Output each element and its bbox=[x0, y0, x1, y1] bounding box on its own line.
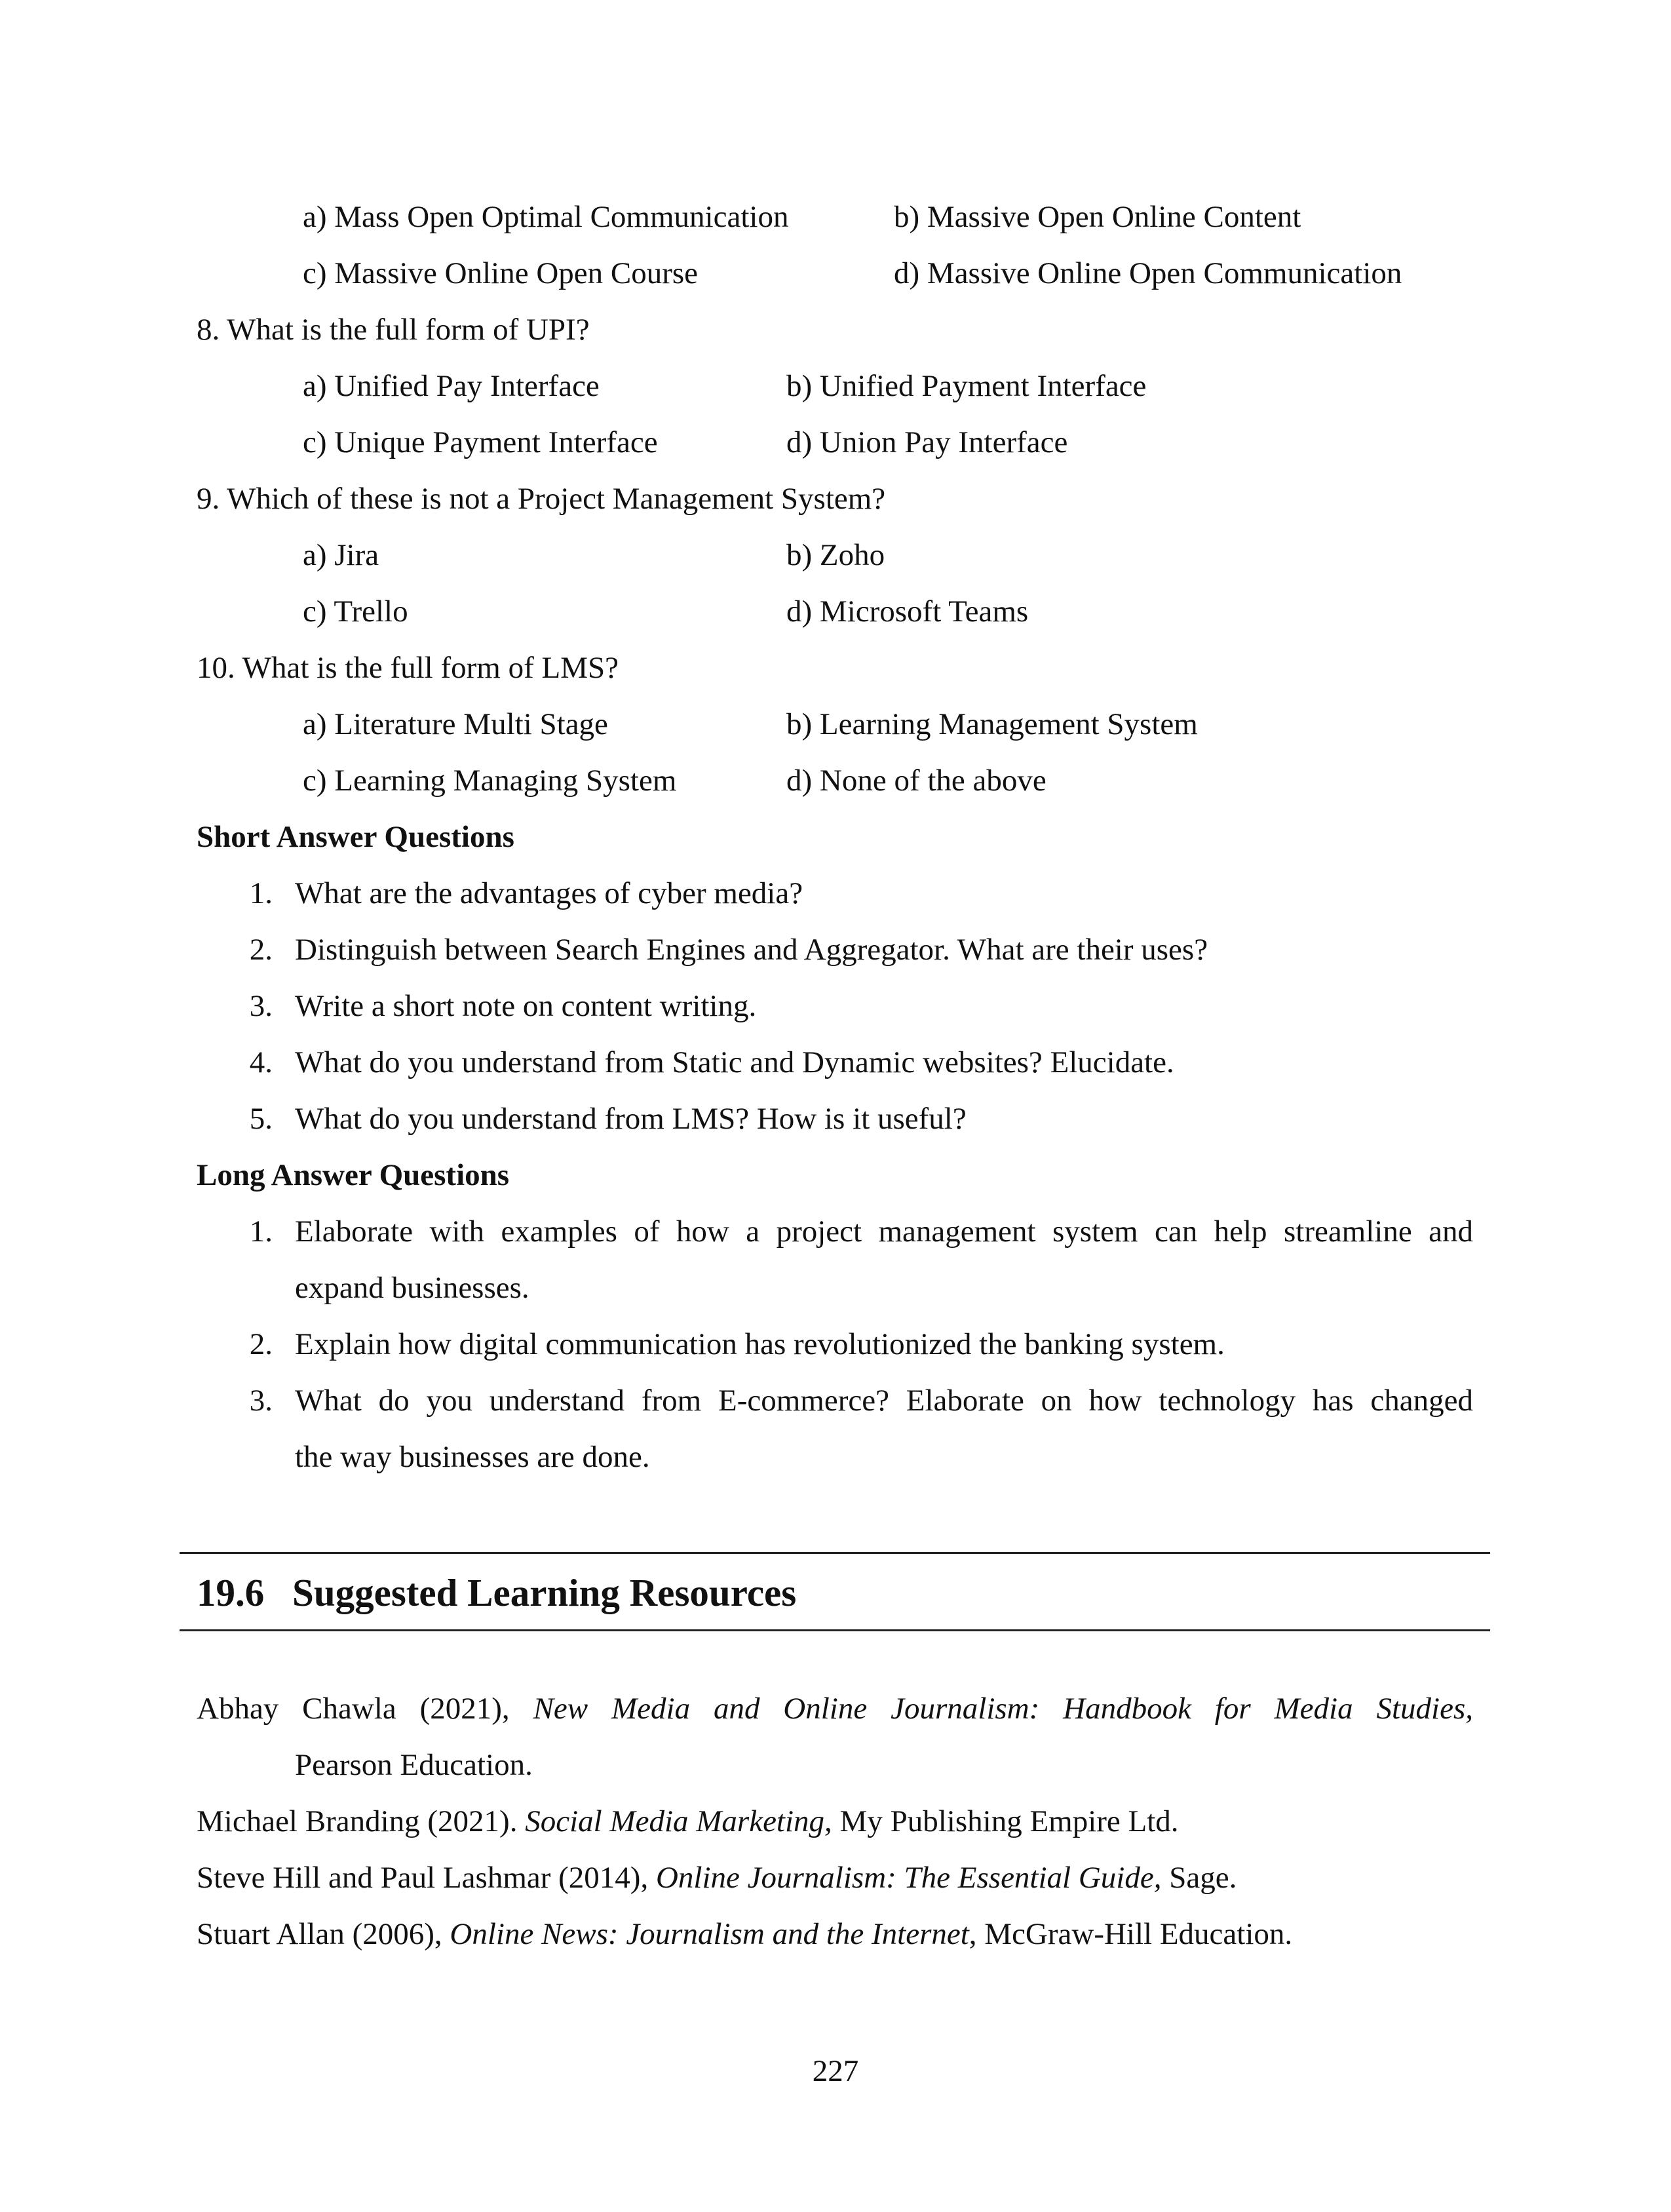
reference-entry bbox=[197, 1859, 1237, 1896]
list-item-number: 1. bbox=[249, 876, 273, 910]
q7-option-c: c) Massive Online Open Course bbox=[303, 256, 699, 290]
q7-option-d: d) Massive Online Open Communication bbox=[894, 256, 1402, 290]
list-item: Elaborate with examples of how a project management system can help streamline and bbox=[295, 1214, 1473, 1249]
list-item: Write a short note on content writing. bbox=[295, 989, 757, 1023]
list-item-number: 3. bbox=[249, 1384, 273, 1418]
reference-author: Stuart Allan (2006), bbox=[197, 1917, 442, 1951]
q8-option-a: a) Unified Pay Interface bbox=[303, 369, 600, 403]
list-item-continuation: expand businesses. bbox=[295, 1271, 529, 1305]
reference-author: Abhay Chawla (2021), bbox=[197, 1692, 510, 1726]
short-answer-heading: Short Answer Questions bbox=[197, 820, 514, 854]
list-item-number: 1. bbox=[249, 1214, 273, 1249]
list-item-number: 3. bbox=[249, 989, 273, 1023]
list-item-number: 2. bbox=[249, 933, 273, 967]
list-item: Explain how digital communication has revolutionized the banking system. bbox=[295, 1327, 1225, 1361]
reference-author: Michael Branding (2021). bbox=[197, 1804, 518, 1838]
q9-option-c: c) Trello bbox=[303, 594, 408, 629]
reference-title: New Media and Online Journalism: Handbook for Media Studies, bbox=[533, 1692, 1473, 1726]
q9-question: 9. Which of these is not a Project Management System? bbox=[197, 482, 886, 516]
reference-author: Steve Hill and Paul Lashmar (2014), bbox=[197, 1861, 649, 1895]
list-item: What are the advantages of cyber media? bbox=[295, 876, 803, 910]
reference-entry bbox=[197, 1916, 1292, 1952]
section-title: Suggested Learning Resources bbox=[292, 1571, 797, 1614]
reference-publisher: Pearson Education. bbox=[295, 1748, 533, 1782]
list-item-number: 2. bbox=[249, 1327, 273, 1361]
q10-option-a: a) Literature Multi Stage bbox=[303, 707, 608, 741]
reference-entry bbox=[197, 1803, 1179, 1840]
q8-question: 8. What is the full form of UPI? bbox=[197, 313, 590, 347]
list-item-continuation: the way businesses are done. bbox=[295, 1440, 650, 1474]
q7-option-b: b) Massive Open Online Content bbox=[894, 200, 1301, 234]
long-answer-heading: Long Answer Questions bbox=[197, 1158, 510, 1192]
section-rule-bottom bbox=[180, 1629, 1490, 1631]
list-item: What do you understand from LMS? How is it useful? bbox=[295, 1102, 967, 1136]
q10-question: 10. What is the full form of LMS? bbox=[197, 651, 619, 685]
q9-option-a: a) Jira bbox=[303, 538, 379, 572]
list-item-number: 5. bbox=[249, 1102, 273, 1136]
section-number: 19.6 bbox=[197, 1571, 265, 1614]
q10-option-d: d) None of the above bbox=[786, 764, 1047, 798]
reference-entry bbox=[197, 1690, 1473, 1727]
section-rule-top bbox=[180, 1552, 1490, 1554]
q9-option-d: d) Microsoft Teams bbox=[786, 594, 1029, 629]
q10-option-b: b) Learning Management System bbox=[786, 707, 1198, 741]
list-item: What do you understand from E-commerce? Elaborate on how technology has changed bbox=[295, 1384, 1473, 1418]
q8-option-b: b) Unified Payment Interface bbox=[786, 369, 1147, 403]
page-number: 227 bbox=[812, 2054, 859, 2088]
q8-option-d: d) Union Pay Interface bbox=[786, 425, 1068, 459]
reference-title: Social Media Marketing, bbox=[525, 1804, 832, 1838]
reference-publisher: My Publishing Empire Ltd. bbox=[839, 1804, 1179, 1838]
q8-option-c: c) Unique Payment Interface bbox=[303, 425, 658, 459]
list-item: Distinguish between Search Engines and Aggregator. What are their uses? bbox=[295, 933, 1208, 967]
q9-option-b: b) Zoho bbox=[786, 538, 885, 572]
reference-publisher: , McGraw-Hill Education. bbox=[969, 1917, 1293, 1951]
list-item-number: 4. bbox=[249, 1045, 273, 1079]
reference-publisher: Sage. bbox=[1169, 1861, 1237, 1895]
list-item: What do you understand from Static and Dynamic websites? Elucidate. bbox=[295, 1045, 1174, 1079]
q7-option-a: a) Mass Open Optimal Communication bbox=[303, 200, 789, 234]
reference-title: Online News: Journalism and the Internet bbox=[450, 1917, 969, 1951]
reference-title: Online Journalism: The Essential Guide, bbox=[655, 1861, 1162, 1895]
q10-option-c: c) Learning Managing System bbox=[303, 764, 677, 798]
